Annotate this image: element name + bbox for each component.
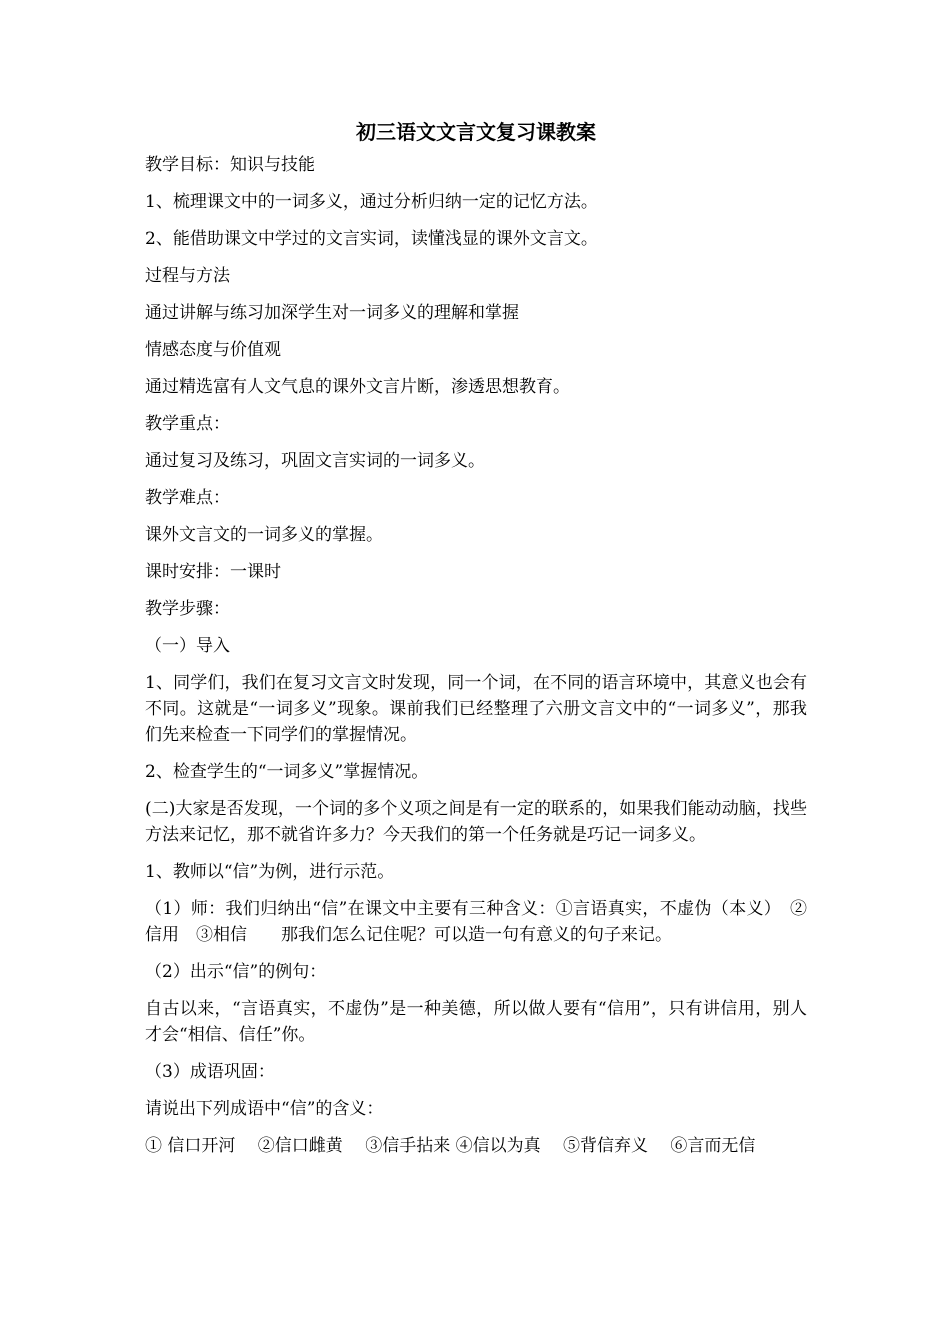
- paragraph-emotion-values: 情感态度与价值观: [145, 340, 281, 360]
- paragraph-idiom-prompt: 请说出下列成语中“信”的含义：: [145, 1099, 384, 1119]
- paragraph-example-1: 1、教师以“信”为例，进行示范。: [145, 862, 395, 882]
- paragraph-teaching-goals: 教学目标：知识与技能: [145, 155, 315, 175]
- document-title: 初三语文文言文复习课教案: [356, 120, 596, 144]
- paragraph-intro-1: 1、同学们，我们在复习文言文时发现，同一个词，在不同的语言环境中，其意义也会有不同。这就是“一词多义”现象。课前我们已经整理了六册文言文中的“一词多义”，那我们先来检查一下同学们的掌握情况。: [145, 673, 807, 745]
- paragraph-goal-1: 1、梳理课文中的一词多义，通过分析归纳一定的记忆方法。: [145, 192, 598, 212]
- paragraph-example-sentence: 自古以来，“言语真实，不虚伪”是一种美德，所以做人要有“信用”，只有讲信用，别人才会“相信、信任”你。: [145, 999, 807, 1045]
- paragraph-example-step-1: （1）师：我们归纳出“信”在课文中主要有三种含义：①言语真实，不虚伪（本义） ②信用 ③相信 那我们怎么记住呢？可以造一句有意义的句子来记。: [145, 899, 807, 945]
- paragraph-idiom-list: ① 信口开河 ②信口雌黄 ③信手拈来 ④信以为真 ⑤背信弃义 ⑥言而无信: [145, 1136, 756, 1156]
- paragraph-process-method: 过程与方法: [145, 266, 230, 286]
- paragraph-example-step-3: （3）成语巩固：: [145, 1062, 275, 1082]
- paragraph-difficulty: 教学难点：: [145, 488, 230, 508]
- document-page: [145, 118, 807, 1170]
- paragraph-process-detail: 通过讲解与练习加深学生对一词多义的理解和掌握: [145, 303, 519, 323]
- paragraph-example-step-2: （2）出示“信”的例句：: [145, 962, 327, 982]
- paragraph-difficulty-detail: 课外文言文的一词多义的掌握。: [145, 525, 383, 545]
- paragraph-intro-2: 2、检查学生的“一词多义”掌握情况。: [145, 762, 429, 782]
- paragraph-steps: 教学步骤：: [145, 599, 230, 619]
- paragraph-emotion-detail: 通过精选富有人文气息的课外文言片断，渗透思想教育。: [145, 377, 570, 397]
- paragraph-key-point-detail: 通过复习及练习，巩固文言实词的一词多义。: [145, 451, 485, 471]
- paragraph-schedule: 课时安排：一课时: [145, 562, 281, 582]
- paragraph-section-2: (二)大家是否发现，一个词的多个义项之间是有一定的联系的，如果我们能动动脑，找些方法来记忆，那不就省许多力？今天我们的第一个任务就是巧记一词多义。: [145, 799, 807, 845]
- paragraph-goal-2: 2、能借助课文中学过的文言实词，读懂浅显的课外文言文。: [145, 229, 598, 249]
- paragraph-key-point: 教学重点：: [145, 414, 230, 434]
- paragraph-intro-heading: （一）导入: [145, 636, 230, 656]
